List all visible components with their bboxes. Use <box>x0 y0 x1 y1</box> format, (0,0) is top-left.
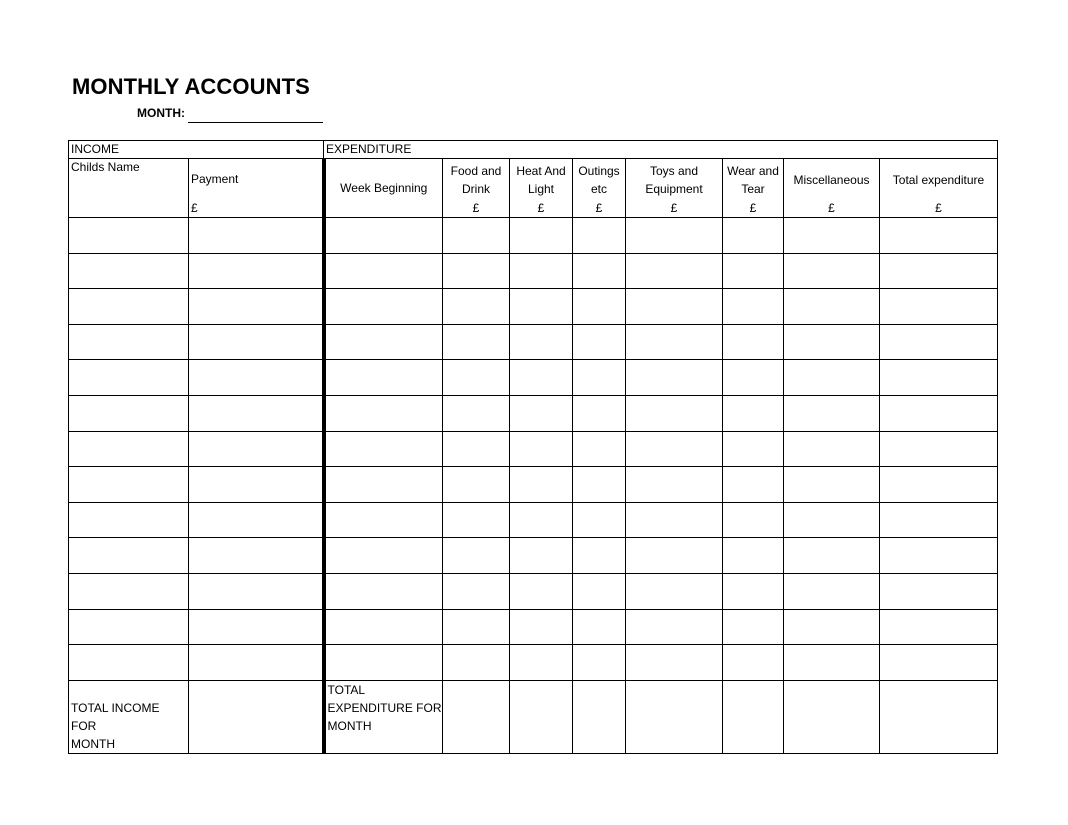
table-cell[interactable] <box>723 253 784 289</box>
table-cell[interactable] <box>324 253 443 289</box>
table-cell[interactable] <box>189 289 324 325</box>
table-cell[interactable] <box>723 395 784 431</box>
table-cell[interactable] <box>573 467 626 503</box>
table-cell[interactable] <box>626 573 723 609</box>
table-row <box>69 538 998 574</box>
column-header-row <box>69 159 998 218</box>
table-cell[interactable] <box>784 289 880 325</box>
total-expenditure-label <box>326 681 443 735</box>
table-cell[interactable] <box>443 609 510 645</box>
total-value-cell[interactable] <box>880 680 998 753</box>
col-toys <box>626 159 723 218</box>
col-outings <box>573 159 626 218</box>
table-cell[interactable] <box>69 573 189 609</box>
table-row <box>69 573 998 609</box>
table-cell[interactable] <box>443 431 510 467</box>
table-cell[interactable] <box>723 360 784 396</box>
toys-currency: £ <box>670 201 678 215</box>
table-cell[interactable] <box>189 431 324 467</box>
table-cell[interactable] <box>573 538 626 574</box>
misc-currency: £ <box>828 201 835 215</box>
table-cell[interactable] <box>324 431 443 467</box>
table-cell[interactable] <box>443 218 510 254</box>
table-cell[interactable] <box>573 502 626 538</box>
table-cell[interactable] <box>880 538 998 574</box>
table-cell[interactable] <box>324 324 443 360</box>
table-cell[interactable] <box>510 395 573 431</box>
table-cell[interactable] <box>626 502 723 538</box>
table-cell[interactable] <box>784 218 880 254</box>
table-cell[interactable] <box>324 360 443 396</box>
table-cell[interactable] <box>784 645 880 681</box>
table-cell[interactable] <box>880 253 998 289</box>
col-total-expenditure <box>880 159 998 218</box>
table-cell[interactable] <box>510 538 573 574</box>
table-cell[interactable] <box>626 289 723 325</box>
table-cell[interactable] <box>723 645 784 681</box>
table-cell[interactable] <box>880 573 998 609</box>
toys-label-2: Equipment <box>645 182 703 196</box>
table-cell[interactable] <box>880 431 998 467</box>
total-expenditure-line: EXPENDITURE FOR <box>327 700 442 715</box>
table-cell[interactable] <box>69 324 189 360</box>
table-cell[interactable] <box>189 395 324 431</box>
expenditure-header: EXPENDITURE <box>326 142 412 156</box>
table-cell[interactable] <box>189 573 324 609</box>
table-cell[interactable] <box>784 431 880 467</box>
table-cell[interactable] <box>784 467 880 503</box>
table-cell[interactable] <box>189 609 324 645</box>
table-cell[interactable] <box>69 289 189 325</box>
col-childs-name <box>69 159 189 218</box>
table-cell[interactable] <box>189 645 324 681</box>
table-cell[interactable] <box>723 467 784 503</box>
table-cell[interactable] <box>723 431 784 467</box>
table-cell[interactable] <box>626 645 723 681</box>
table-cell[interactable] <box>443 289 510 325</box>
payment-currency: £ <box>191 201 198 215</box>
total-income-label-cell <box>69 680 189 753</box>
table-cell[interactable] <box>573 218 626 254</box>
table-cell[interactable] <box>443 645 510 681</box>
table-cell[interactable] <box>69 253 189 289</box>
table-cell[interactable] <box>69 431 189 467</box>
table-cell[interactable] <box>723 609 784 645</box>
table-cell[interactable] <box>723 324 784 360</box>
table-cell[interactable] <box>69 502 189 538</box>
total-value-cell[interactable] <box>626 680 723 753</box>
misc-label: Miscellaneous <box>793 173 870 187</box>
total-expenditure-label-cell <box>324 680 443 753</box>
total-value-cell[interactable] <box>573 680 626 753</box>
table-cell[interactable] <box>784 253 880 289</box>
table-cell[interactable] <box>324 395 443 431</box>
expenditure-section-cell <box>324 141 998 159</box>
table-cell[interactable] <box>880 218 998 254</box>
month-input-line[interactable] <box>188 122 323 123</box>
table-cell[interactable] <box>880 645 998 681</box>
table-row <box>69 289 998 325</box>
table-row <box>69 218 998 254</box>
food-drink-label-1: Food and <box>450 164 502 178</box>
month-label: MONTH: <box>137 106 185 120</box>
totals-row <box>69 680 998 753</box>
table-cell[interactable] <box>189 253 324 289</box>
table-cell[interactable] <box>510 431 573 467</box>
table-cell[interactable] <box>626 538 723 574</box>
table-cell[interactable] <box>510 218 573 254</box>
table-cell[interactable] <box>189 218 324 254</box>
col-misc <box>784 159 880 218</box>
total-expenditure-line: MONTH <box>327 718 372 733</box>
table-cell[interactable] <box>510 573 573 609</box>
table-row <box>69 253 998 289</box>
table-cell[interactable] <box>69 467 189 503</box>
table-cell[interactable] <box>573 360 626 396</box>
toys-label-1: Toys and <box>649 164 699 178</box>
col-payment <box>189 159 324 218</box>
table-row <box>69 324 998 360</box>
table-row <box>69 395 998 431</box>
table-cell[interactable] <box>784 538 880 574</box>
table-cell[interactable] <box>189 538 324 574</box>
table-cell[interactable] <box>573 395 626 431</box>
food-drink-label-2: Drink <box>461 182 490 196</box>
table-cell[interactable] <box>723 218 784 254</box>
table-cell[interactable] <box>510 609 573 645</box>
table-cell[interactable] <box>69 395 189 431</box>
table-cell[interactable] <box>324 573 443 609</box>
table-cell[interactable] <box>573 573 626 609</box>
table-row <box>69 609 998 645</box>
total-income-line: MONTH <box>71 736 115 751</box>
table-cell[interactable] <box>626 218 723 254</box>
table-cell[interactable] <box>784 502 880 538</box>
table-cell[interactable] <box>189 502 324 538</box>
food-drink-currency: £ <box>472 201 480 215</box>
table-cell[interactable] <box>626 253 723 289</box>
table-cell[interactable] <box>189 467 324 503</box>
table-cell[interactable] <box>880 360 998 396</box>
table-cell[interactable] <box>69 609 189 645</box>
accounts-table <box>68 140 998 754</box>
total-value-cell[interactable] <box>723 680 784 753</box>
table-cell[interactable] <box>69 218 189 254</box>
table-cell[interactable] <box>443 324 510 360</box>
wear-tear-label-2: Tear <box>741 182 765 196</box>
total-value-cell[interactable] <box>510 680 573 753</box>
table-cell[interactable] <box>324 645 443 681</box>
wear-tear-currency: £ <box>749 201 757 215</box>
table-cell[interactable] <box>880 324 998 360</box>
table-cell[interactable] <box>443 573 510 609</box>
table-row <box>69 645 998 681</box>
table-cell[interactable] <box>626 431 723 467</box>
table-cell[interactable] <box>189 360 324 396</box>
table-cell[interactable] <box>69 645 189 681</box>
total-income-label <box>69 681 188 753</box>
table-cell[interactable] <box>723 289 784 325</box>
table-cell[interactable] <box>784 360 880 396</box>
table-row <box>69 360 998 396</box>
table-cell[interactable] <box>443 360 510 396</box>
table-cell[interactable] <box>880 467 998 503</box>
heat-light-label-2: Light <box>527 182 555 196</box>
table-cell[interactable] <box>784 609 880 645</box>
table-cell[interactable] <box>189 324 324 360</box>
table-cell[interactable] <box>443 467 510 503</box>
outings-label-1: Outings <box>578 164 620 178</box>
table-cell[interactable] <box>324 218 443 254</box>
total-expenditure-label: Total expenditure <box>892 173 985 187</box>
heat-light-label-1: Heat And <box>516 164 566 178</box>
table-cell[interactable] <box>723 573 784 609</box>
table-cell[interactable] <box>626 395 723 431</box>
table-cell[interactable] <box>784 395 880 431</box>
page-title: MONTHLY ACCOUNTS <box>72 74 310 99</box>
table-cell[interactable] <box>573 324 626 360</box>
income-header: INCOME <box>71 142 119 156</box>
table-cell[interactable] <box>443 395 510 431</box>
table-cell[interactable] <box>880 395 998 431</box>
heat-light-currency: £ <box>537 201 545 215</box>
col-heat-light <box>510 159 573 218</box>
section-header-row <box>69 141 998 159</box>
table-cell[interactable] <box>324 502 443 538</box>
table-cell[interactable] <box>510 289 573 325</box>
payment-label: Payment <box>191 172 239 186</box>
table-cell[interactable] <box>723 538 784 574</box>
table-cell[interactable] <box>443 502 510 538</box>
table-row <box>69 431 998 467</box>
col-food-drink <box>443 159 510 218</box>
table-cell[interactable] <box>784 324 880 360</box>
total-income-line: TOTAL INCOME FOR <box>71 700 160 733</box>
table-row <box>69 502 998 538</box>
table-cell[interactable] <box>573 431 626 467</box>
table-cell[interactable] <box>324 609 443 645</box>
table-cell[interactable] <box>880 609 998 645</box>
outings-currency: £ <box>595 201 603 215</box>
table-cell[interactable] <box>510 645 573 681</box>
total-value-cell[interactable] <box>784 680 880 753</box>
table-cell[interactable] <box>626 467 723 503</box>
table-cell[interactable] <box>510 253 573 289</box>
table-cell[interactable] <box>324 467 443 503</box>
table-cell[interactable] <box>626 360 723 396</box>
table-cell[interactable] <box>443 538 510 574</box>
total-expenditure-line: TOTAL <box>327 682 366 697</box>
table-cell[interactable] <box>69 360 189 396</box>
table-cell[interactable] <box>880 289 998 325</box>
table-cell[interactable] <box>784 573 880 609</box>
table-row <box>69 467 998 503</box>
table-cell[interactable] <box>626 609 723 645</box>
col-week-beginning <box>324 159 443 218</box>
childs-name-label: Childs Name <box>71 160 140 174</box>
table-cell[interactable] <box>69 538 189 574</box>
table-cell[interactable] <box>510 360 573 396</box>
table-cell[interactable] <box>324 289 443 325</box>
table-cell[interactable] <box>626 324 723 360</box>
total-value-cell[interactable] <box>443 680 510 753</box>
table-cell[interactable] <box>510 502 573 538</box>
income-section-cell <box>69 141 324 159</box>
wear-tear-label-1: Wear and <box>727 164 779 178</box>
table-cell[interactable] <box>573 645 626 681</box>
table-cell[interactable] <box>510 324 573 360</box>
table-cell[interactable] <box>324 538 443 574</box>
col-wear-tear <box>723 159 784 218</box>
table-cell[interactable] <box>573 289 626 325</box>
table-cell[interactable] <box>443 253 510 289</box>
week-beginning-label: Week Beginning <box>340 181 428 195</box>
table-cell[interactable] <box>573 609 626 645</box>
table-cell[interactable] <box>723 502 784 538</box>
table-cell[interactable] <box>573 253 626 289</box>
table-cell[interactable] <box>880 502 998 538</box>
total-value-cell[interactable] <box>189 680 324 753</box>
table-cell[interactable] <box>510 467 573 503</box>
total-expenditure-currency: £ <box>935 201 942 215</box>
outings-label-2: etc <box>590 182 607 196</box>
